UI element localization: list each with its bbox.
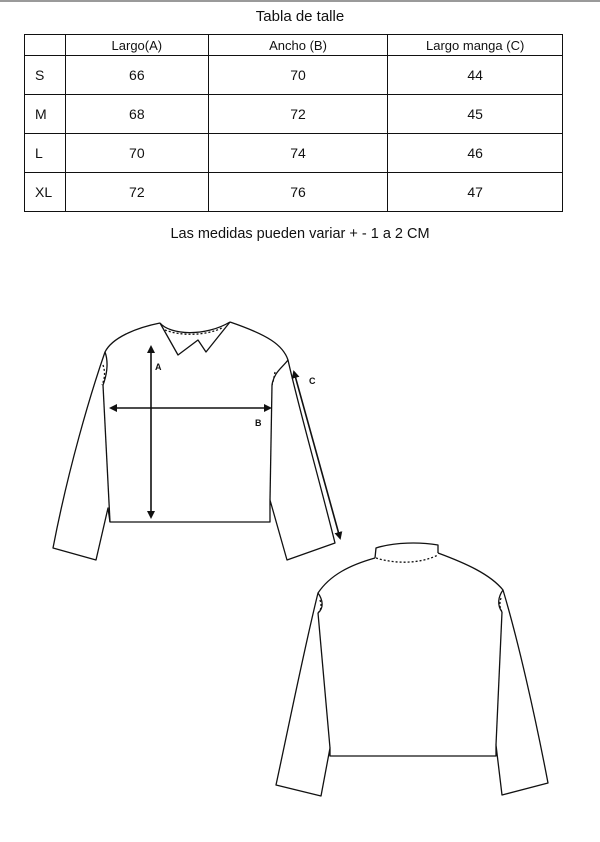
- manga-cell: 46: [388, 134, 563, 173]
- page-title: Tabla de talle: [255, 8, 345, 25]
- measurement-note: Las medidas pueden variar + - 1 a 2 CM: [170, 226, 430, 242]
- table-header-ancho: Ancho (B): [208, 35, 388, 56]
- label-c: C: [309, 376, 316, 386]
- ancho-cell: 76: [208, 173, 388, 212]
- size-cell: XL: [25, 173, 66, 212]
- label-a: A: [155, 362, 162, 372]
- table-header-manga: Largo manga (C): [388, 35, 563, 56]
- arrow-c: [294, 372, 340, 538]
- manga-cell: 44: [388, 56, 563, 95]
- label-b: B: [255, 418, 262, 428]
- size-cell: L: [25, 134, 66, 173]
- measurement-arrows: [111, 347, 340, 538]
- size-cell: M: [25, 95, 66, 134]
- table-header-largo: Largo(A): [65, 35, 208, 56]
- size-cell: S: [25, 56, 66, 95]
- largo-cell: 70: [65, 134, 208, 173]
- manga-cell: 47: [388, 173, 563, 212]
- back-sweater-drawing: [276, 543, 548, 796]
- ancho-cell: 70: [208, 56, 388, 95]
- front-sweater-drawing: [53, 322, 335, 560]
- ancho-cell: 74: [208, 134, 388, 173]
- largo-cell: 68: [65, 95, 208, 134]
- largo-cell: 72: [65, 173, 208, 212]
- ancho-cell: 72: [208, 95, 388, 134]
- largo-cell: 66: [65, 56, 208, 95]
- manga-cell: 45: [388, 95, 563, 134]
